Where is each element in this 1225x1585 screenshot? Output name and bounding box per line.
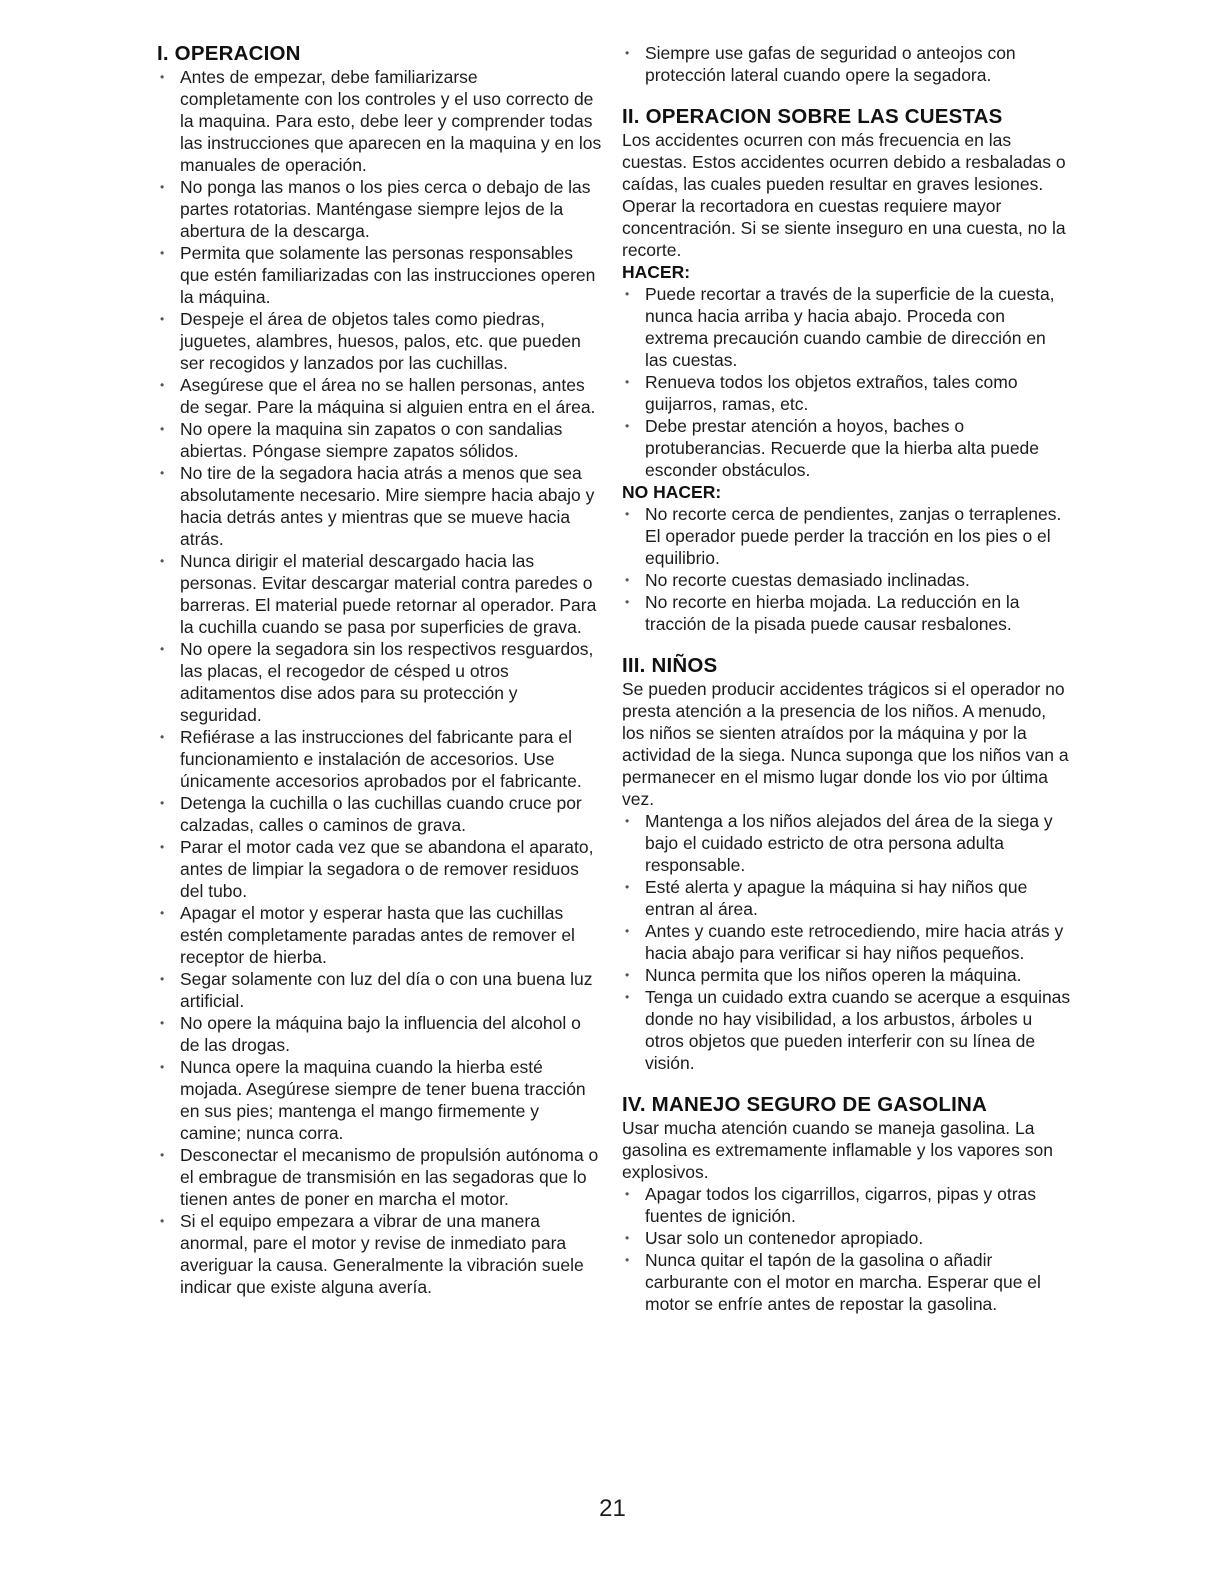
list-item: • Despeje el área de objetos tales como piedras, juguetes, alambres, huesos, palos, etc. que pueden ser recogidos y lanzados por las cuchillas.	[157, 308, 602, 374]
list-item: • No opere la segadora sin los respectivos resguardos, las placas, el recogedor de césped u otros aditamentos dise ados para su protección y seguridad.	[157, 638, 602, 726]
list-item: • Parar el motor cada vez que se abandona el aparato, antes de limpiar la segadora o de remover residuos del tubo.	[157, 836, 602, 902]
list-item: • Antes de empezar, debe familiarizarse completamente con los controles y el uso correcto de la maquina. Para esto, debe leer y comprender todas las instrucciones que aparecen en la maquina y en los manuales de operación.	[157, 66, 602, 176]
list-item: • Esté alerta y apague la máquina si hay niños que entran al área.	[622, 876, 1072, 920]
list-item: • Refiérase a las instrucciones del fabricante para el funcionamiento e instalación de accesorios. Use únicamente accesorios aprobados por el fabricante.	[157, 726, 602, 792]
list-item: • No ponga las manos o los pies cerca o debajo de las partes rotatorias. Manténgase siempre lejos de la abertura de la descarga.	[157, 176, 602, 242]
list-item: • Antes y cuando este retrocediendo, mire hacia atrás y hacia abajo para verificar si hay niños pequeños.	[622, 920, 1072, 964]
section-slopes	[622, 105, 1072, 635]
list-item: • Asegúrese que el área no se hallen personas, antes de segar. Pare la máquina si alguien entra en el área.	[157, 374, 602, 418]
left-column	[157, 42, 602, 1298]
children-intro: Se pueden producir accidentes trágicos si el operador no presta atención a la presencia de los niños. A menudo, los niños se sienten atraídos por la máquina y por la actividad de la siega. Nunca suponga que los niños van a permanecer en el mismo lugar donde los vio por última vez.	[622, 679, 1069, 809]
list-item: • No opere la maquina sin zapatos o con sandalias abiertas. Póngase siempre zapatos sólidos.	[157, 418, 602, 462]
list-item: • Apagar el motor y esperar hasta que las cuchillas estén completamente paradas antes de remover el receptor de hierba.	[157, 902, 602, 968]
fuel-intro: Usar mucha atención cuando se maneja gasolina. La gasolina es extremamente inflamable y los vapores son explosivos.	[622, 1118, 1053, 1182]
list-item: • No recorte cuestas demasiado inclinadas.	[622, 569, 1072, 591]
children-list	[622, 810, 1072, 1074]
list-item: • Desconectar el mecanismo de propulsión autónoma o el embrague de transmisión en las segadoras que lo tienen antes de poner en marcha el motor.	[157, 1144, 602, 1210]
fuel-list	[622, 1183, 1072, 1315]
list-item: • No recorte cerca de pendientes, zanjas o terraplenes. El operador puede perder la tracción en los pies o el equilibrio.	[622, 503, 1072, 569]
section-fuel	[622, 1093, 1072, 1315]
list-item: • Apagar todos los cigarrillos, cigarros, pipas y otras fuentes de ignición.	[622, 1183, 1072, 1227]
list-item: • Renueva todos los objetos extraños, tales como guijarros, ramas, etc.	[622, 371, 1072, 415]
list-item: • Debe prestar atención a hoyos, baches o protuberancias. Recuerde que la hierba alta puede esconder obstáculos.	[622, 415, 1072, 481]
dont-label: NO HACER:	[622, 482, 722, 502]
operacion-list	[157, 66, 602, 1298]
list-item: • Nunca dirigir el material descargado hacia las personas. Evitar descargar material contra paredes o barreras. El material puede retornar al operador. Para la cuchilla cuando se pasa por superficies de grava.	[157, 550, 602, 638]
section-children	[622, 654, 1072, 1074]
list-item: • No opere la máquina bajo la influencia del alcohol o de las drogas.	[157, 1012, 602, 1056]
section-title-fuel: IV. MANEJO SEGURO DE GASOLINA	[622, 1093, 987, 1116]
section-title-slopes: II. OPERACION SOBRE LAS CUESTAS	[622, 105, 1003, 128]
right-column	[622, 42, 1072, 1315]
list-item: • Permita que solamente las personas responsables que estén familiarizadas con las instrucciones operen la máquina.	[157, 242, 602, 308]
section-title-children: III. NIÑOS	[622, 654, 718, 677]
list-item: • Nunca permita que los niños operen la máquina.	[622, 964, 1072, 986]
dont-list	[622, 503, 1072, 635]
do-list	[622, 283, 1072, 481]
list-item: • Puede recortar a través de la superficie de la cuesta, nunca hacia arriba y hacia abajo. Proceda con extrema precaución cuando cambie de dirección en las cuestas.	[622, 283, 1072, 371]
list-item: • Siempre use gafas de seguridad o anteojos con protección lateral cuando opere la segadora.	[622, 42, 1072, 86]
list-item: • No tire de la segadora hacia atrás a menos que sea absolutamente necesario. Mire siempre hacia abajo y hacia detrás antes y mientras que se mueve hacia atrás.	[157, 462, 602, 550]
list-item: • Usar solo un contenedor apropiado.	[622, 1227, 1072, 1249]
page-number: 21	[599, 1495, 626, 1522]
list-item: • Nunca quitar el tapón de la gasolina o añadir carburante con el motor en marcha. Esperar que el motor se enfríe antes de repostar la gasolina.	[622, 1249, 1072, 1315]
list-item: • Detenga la cuchilla o las cuchillas cuando cruce por calzadas, calles o caminos de grava.	[157, 792, 602, 836]
slopes-intro: Los accidentes ocurren con más frecuencia en las cuestas. Estos accidentes ocurren debido a resbaladas o caídas, las cuales pueden resultar en graves lesiones. Operar la recortadora en cuestas requiere mayor concentración. Si se siente inseguro en una cuesta, no la recorte.	[622, 130, 1066, 260]
section-title-operacion: I. OPERACION	[157, 42, 301, 65]
operacion-list-continued	[622, 42, 1072, 86]
list-item: • Mantenga a los niños alejados del área de la siega y bajo el cuidado estricto de otra persona adulta responsable.	[622, 810, 1072, 876]
list-item: • Segar solamente con luz del día o con una buena luz artificial.	[157, 968, 602, 1012]
list-item: • Nunca opere la maquina cuando la hierba esté mojada. Asegúrese siempre de tener buena tracción en sus pies; mantenga el mango firmemente y camine; nunca corra.	[157, 1056, 602, 1144]
list-item: • Tenga un cuidado extra cuando se acerque a esquinas donde no hay visibilidad, a los arbustos, árboles u otros objetos que pueden interferir con su línea de visión.	[622, 986, 1072, 1074]
do-label: HACER:	[622, 262, 691, 282]
list-item: • Si el equipo empezara a vibrar de una manera anormal, pare el motor y revise de inmediato para averiguar la causa. Generalmente la vibración suele indicar que existe alguna avería.	[157, 1210, 602, 1298]
list-item: • No recorte en hierba mojada. La reducción en la tracción de la pisada puede causar resbalones.	[622, 591, 1072, 635]
